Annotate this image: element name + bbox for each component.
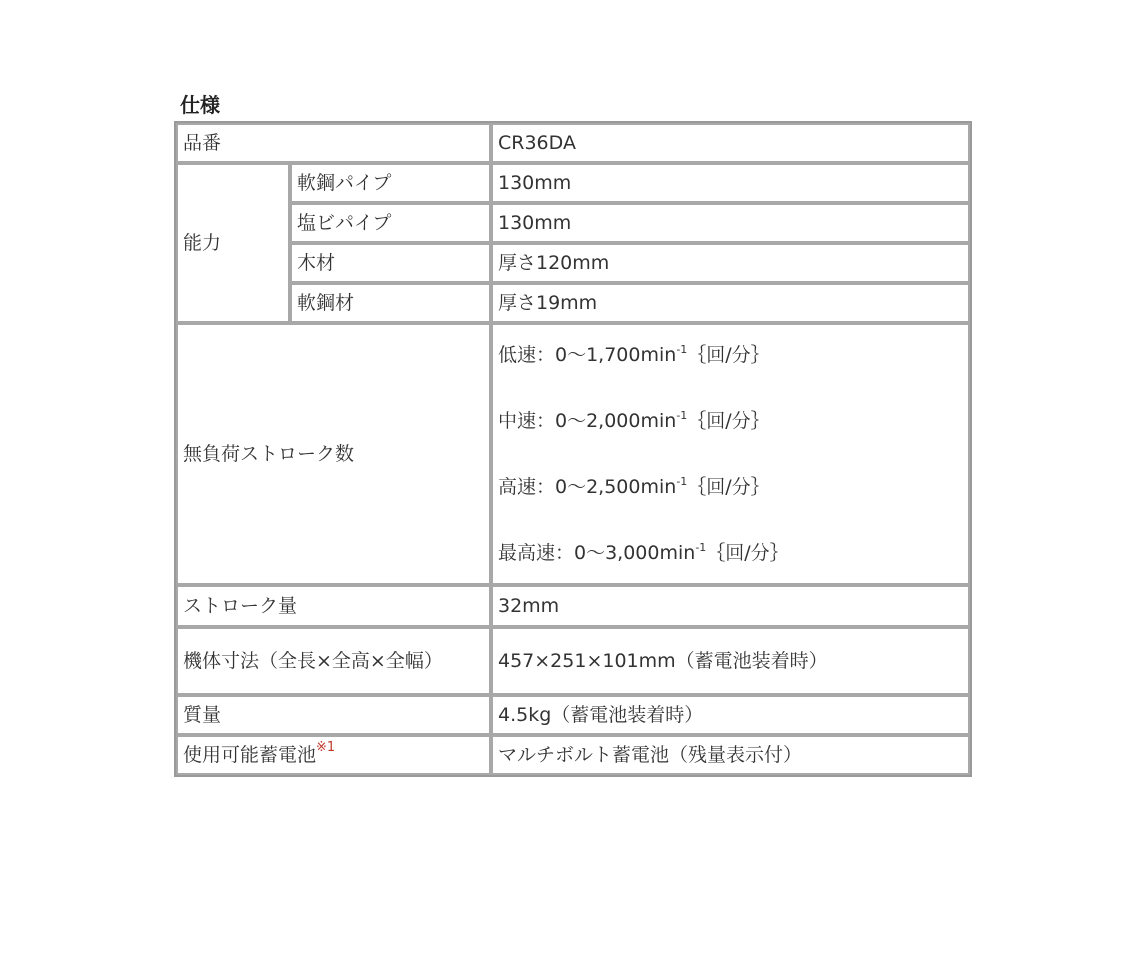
speed-max: 最高速：$0\sim 3,000\min^{-1}\{$回/分｝ bbox=[498, 541, 789, 564]
spec-row-weight bbox=[176, 695, 970, 735]
spec-row-no-load-strokes bbox=[176, 323, 970, 585]
spec-row-capacity-mild-steel-pipe bbox=[176, 163, 970, 203]
capacity-item-value: 130mm bbox=[491, 163, 970, 203]
speed-low: 低速：$0\sim 1,700\min^{-1}\{$回/分｝ bbox=[498, 343, 770, 366]
spec-heading: 仕様 bbox=[180, 93, 220, 117]
no-load-strokes-values bbox=[491, 323, 970, 585]
capacity-item-label: 塩ビパイプ bbox=[290, 203, 491, 243]
capacity-item-value: 厚さ120mm bbox=[491, 243, 970, 283]
capacity-item-label: 軟鋼パイプ bbox=[290, 163, 491, 203]
spec-row-capacity-mild-steel bbox=[176, 283, 970, 323]
stroke-length-label: ストローク量 bbox=[176, 585, 491, 627]
capacity-label: 能力 bbox=[176, 163, 290, 323]
speed-high: 高速：$0\sim 2,500\min^{-1}\{$回/分｝ bbox=[498, 475, 770, 498]
dimensions-value: 457×251×101mm（蓄電池装着時） bbox=[491, 627, 970, 695]
spec-row-stroke-length bbox=[176, 585, 970, 627]
spec-row-battery bbox=[176, 735, 970, 775]
capacity-item-value: 厚さ19mm bbox=[491, 283, 970, 323]
spec-row-capacity-wood bbox=[176, 243, 970, 283]
capacity-item-label: 木材 bbox=[290, 243, 491, 283]
no-load-strokes-label: 無負荷ストローク数 bbox=[176, 323, 491, 585]
battery-label: 使用可能蓄電池 bbox=[183, 744, 317, 766]
stroke-length-value: 32mm bbox=[491, 585, 970, 627]
dimensions-label: 機体寸法（全長×全高×全幅） bbox=[176, 627, 491, 695]
capacity-item-label: 軟鋼材 bbox=[290, 283, 491, 323]
battery-label-cell bbox=[176, 735, 491, 775]
spec-row-capacity-pvc-pipe bbox=[176, 203, 970, 243]
spec-row-dimensions bbox=[176, 627, 970, 695]
model-label: 品番 bbox=[176, 123, 491, 163]
spec-table bbox=[174, 121, 972, 777]
weight-value: 4.5kg（蓄電池装着時） bbox=[491, 695, 970, 735]
model-value: CR36DA bbox=[491, 123, 970, 163]
capacity-item-value: 130mm bbox=[491, 203, 970, 243]
weight-label: 質量 bbox=[176, 695, 491, 735]
footnote-mark[interactable]: ※1 bbox=[316, 740, 336, 755]
battery-value: マルチボルト蓄電池（残量表示付） bbox=[491, 735, 970, 775]
spec-row-model bbox=[176, 123, 970, 163]
speed-medium: 中速：$0\sim 2,000\min^{-1}\{$回/分｝ bbox=[498, 409, 770, 432]
